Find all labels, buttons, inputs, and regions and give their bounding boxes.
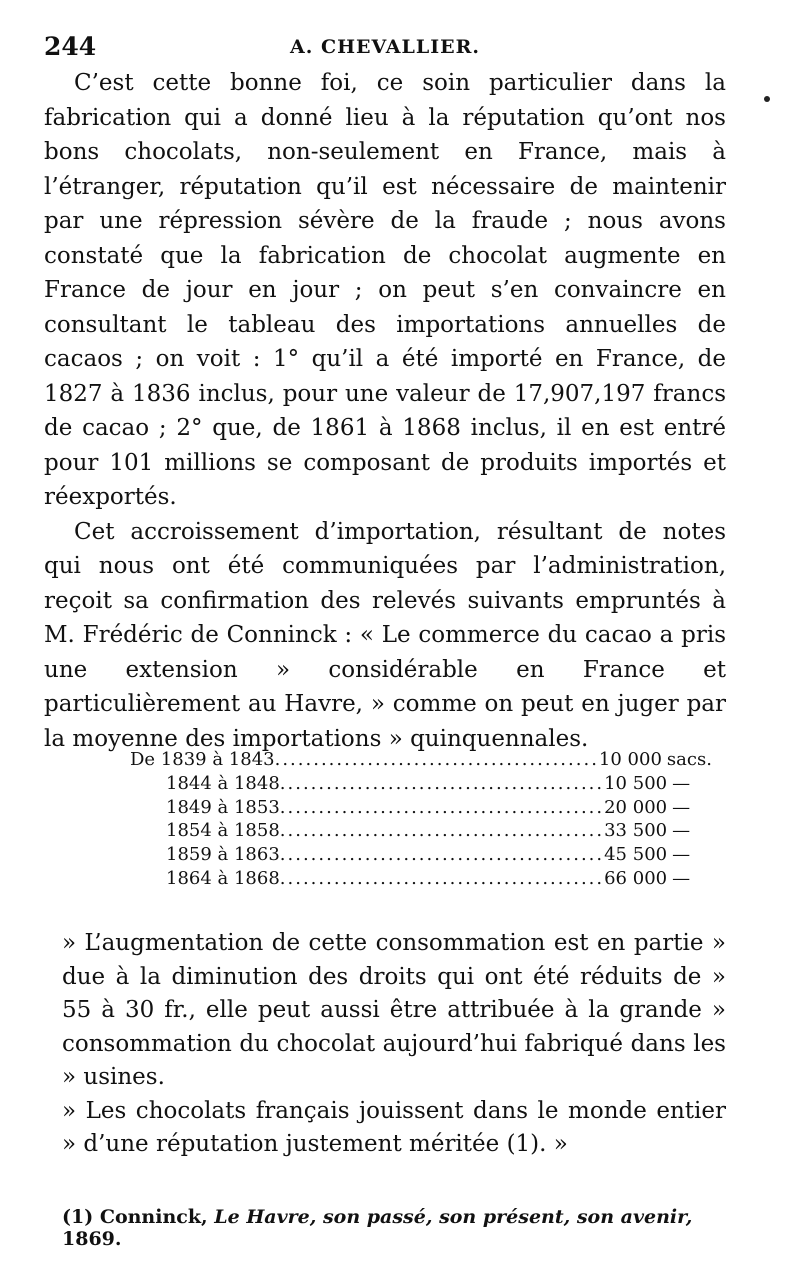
page-number: 244	[44, 32, 97, 61]
table-row	[130, 772, 691, 796]
footnote-author: Conninck,	[99, 1206, 208, 1228]
leader-dots: ..........................................	[279, 772, 605, 794]
row-quantity: 66 000	[604, 867, 668, 889]
row-quantity: 45 500	[604, 844, 668, 866]
row-period: De 1839 à 1843	[130, 749, 275, 770]
leader-dots: ..........................................	[274, 749, 599, 770]
row-unit: —	[672, 867, 691, 889]
quote-text	[62, 927, 726, 1162]
quote-paragraph-2: » Les chocolats français jouissent dans le monde entier » d’une réputation justement méritée (1). »	[62, 1097, 726, 1157]
leader-dots: ..........................................	[279, 844, 605, 866]
table-row	[130, 867, 691, 891]
row-period: 1849 à 1853	[166, 796, 280, 818]
table-row	[130, 796, 691, 820]
book-page	[44, 0, 726, 1269]
table-row	[130, 819, 691, 843]
margin-mark	[764, 96, 770, 102]
paragraph-1: C’est cette bonne foi, ce soin particulier dans la fabrication qui a donné lieu à la réputation qu’ont nos bons chocolats, non-seulement en France, mais à l’étranger, réputation qu’il est nécessaire de maintenir par une répression sévère de la fraude ; nous avons constaté que la fabrication de chocolat augmente en France de jour en jour ; on peut s’en convaincre en consultant le tableau des importations annuelles de cacaos ; on voit : 1° qu’il a été importé en France, de 1827 à 1836 inclus, pour une valeur de 17,907,197 francs de cacao ; 2° que, de 1861 à 1868 inclus, il en est entré pour 101 millions se composant de produits importés et réexportés.	[44, 70, 726, 510]
row-unit: —	[672, 820, 691, 842]
running-title: A. CHEVALLIER.	[289, 36, 481, 58]
table-row	[130, 843, 691, 867]
row-unit: —	[672, 844, 691, 866]
row-quantity: 10 000	[598, 749, 662, 770]
leader-dots: ..........................................	[279, 820, 605, 842]
row-period: 1854 à 1858	[166, 820, 280, 842]
paragraph-2: Cet accroissement d’importation, résultant de notes qui nous ont été communiquées par l’administration, reçoit sa confirmation des relevés suivants empruntés à M. Frédéric de Conninck : « Le commerce du cacao a pris une extension » considérable en France et particulièrement au Havre, » comme on peut en juger par la moyenne des importations » quinquennales.	[44, 518, 726, 752]
main-text	[44, 66, 726, 756]
footnote-marker: (1)	[62, 1206, 94, 1228]
imports-table	[130, 748, 712, 891]
row-quantity: 33 500	[604, 820, 668, 842]
row-quantity: 10 500	[604, 772, 668, 794]
table-row	[130, 748, 712, 772]
row-unit: sacs.	[666, 749, 712, 770]
quote-paragraph-1: » L’augmentation de cette consommation est en partie » due à la diminution des droits qui ont été réduits de » 55 à 30 fr., elle peut aussi être attribuée à la grande » consommation du chocolat aujourd’hui fabriqué dans les » usines.	[62, 930, 726, 1090]
leader-dots: ..........................................	[279, 867, 605, 889]
row-period: 1844 à 1848	[166, 772, 280, 794]
row-period: 1859 à 1863	[166, 844, 280, 866]
footnote-title: Le Havre, son passé, son présent, son avenir,	[214, 1206, 693, 1228]
row-quantity: 20 000	[604, 796, 668, 818]
row-period: 1864 à 1868	[166, 867, 280, 889]
footnote	[62, 1206, 726, 1250]
footnote-year: 1869.	[62, 1228, 122, 1250]
row-unit: —	[672, 772, 691, 794]
leader-dots: ..........................................	[279, 796, 605, 818]
row-unit: —	[672, 796, 691, 818]
page-header	[44, 32, 726, 60]
